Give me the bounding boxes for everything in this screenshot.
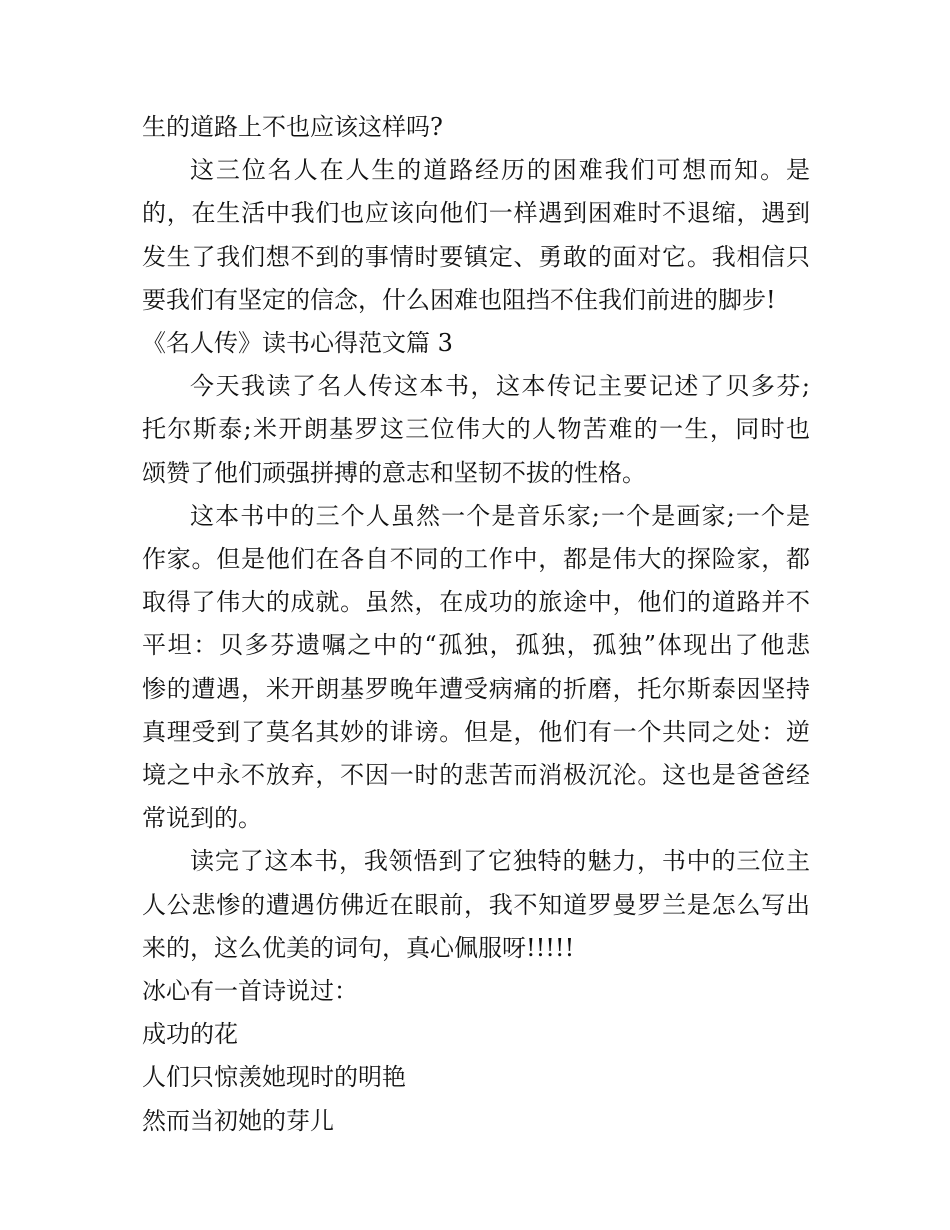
text-line: 平坦：贝多芬遗嘱之中的“孤独，孤独，孤独”体现出了他悲 bbox=[142, 631, 810, 660]
text-line: 要我们有坚定的信念，什么困难也阻挡不住我们前进的脚步! bbox=[142, 285, 776, 314]
text-line: 颂赞了他们顽强拼搏的意志和坚韧不拔的性格。 bbox=[142, 458, 646, 487]
paragraph-reading-feeling bbox=[142, 840, 810, 970]
section-title bbox=[142, 322, 810, 365]
text-line: 生的道路上不也应该这样吗? bbox=[142, 113, 443, 141]
text-line: 的，在生活中我们也应该向他们一样遇到困难时不退缩，遇到 bbox=[142, 199, 810, 228]
text-line: 读完了这本书，我领悟到了它独特的魅力，书中的三位主 bbox=[190, 847, 810, 876]
text-line: 常说到的。 bbox=[142, 804, 262, 833]
poem-intro-text: 冰心有一首诗说过： bbox=[142, 977, 358, 1006]
text-line: 人公悲惨的遭遇仿佛近在眼前，我不知道罗曼罗兰是怎么写出 bbox=[142, 890, 810, 919]
text-line: 来的，这么优美的词句，真心佩服呀!!!!! bbox=[142, 933, 575, 962]
text-line: 今天我读了名人传这本书，这本传记主要记述了贝多芬; bbox=[190, 372, 810, 401]
text-line: 境之中永不放弃，不因一时的悲苦而消极沉沦。这也是爸爸经 bbox=[142, 761, 810, 790]
text-line: 取得了伟大的成就。虽然，在成功的旅途中，他们的道路并不 bbox=[142, 588, 810, 617]
paragraph-continuation bbox=[142, 106, 810, 149]
text-line: 这三位名人在人生的道路经历的困难我们可想而知。是 bbox=[190, 156, 810, 185]
poem-line-text: 成功的花 bbox=[142, 1020, 238, 1049]
paragraph-three-people bbox=[142, 495, 810, 841]
poem-line bbox=[142, 1100, 810, 1143]
text-line: 作家。但是他们在各自不同的工作中，都是伟大的探险家，都 bbox=[142, 545, 810, 574]
paragraph-book-introduction bbox=[142, 365, 810, 495]
poem-line-text: 人们只惊羡她现时的明艳 bbox=[142, 1063, 406, 1092]
paragraph-famous-people-hardship bbox=[142, 149, 810, 322]
poem-line bbox=[142, 1013, 810, 1056]
text-line: 这本书中的三个人虽然一个是音乐家;一个是画家;一个是 bbox=[190, 501, 810, 530]
text-line: 托尔斯泰;米开朗基罗这三位伟大的人物苦难的一生，同时也 bbox=[142, 415, 810, 444]
document-body bbox=[142, 106, 810, 1143]
poem-line bbox=[142, 1056, 810, 1099]
text-line: 发生了我们想不到的事情时要镇定、勇敢的面对它。我相信只 bbox=[142, 242, 810, 271]
text-line: 真理受到了莫名其妙的诽谤。但是，他们有一个共同之处：逆 bbox=[142, 717, 810, 746]
section-title-text: 《名人传》读书心得范文篇 3 bbox=[142, 329, 453, 358]
poem-line-text: 然而当初她的芽儿 bbox=[142, 1106, 334, 1135]
text-line: 惨的遭遇，米开朗基罗晚年遭受病痛的折磨，托尔斯泰因坚持 bbox=[142, 674, 810, 703]
poem-intro bbox=[142, 970, 810, 1013]
